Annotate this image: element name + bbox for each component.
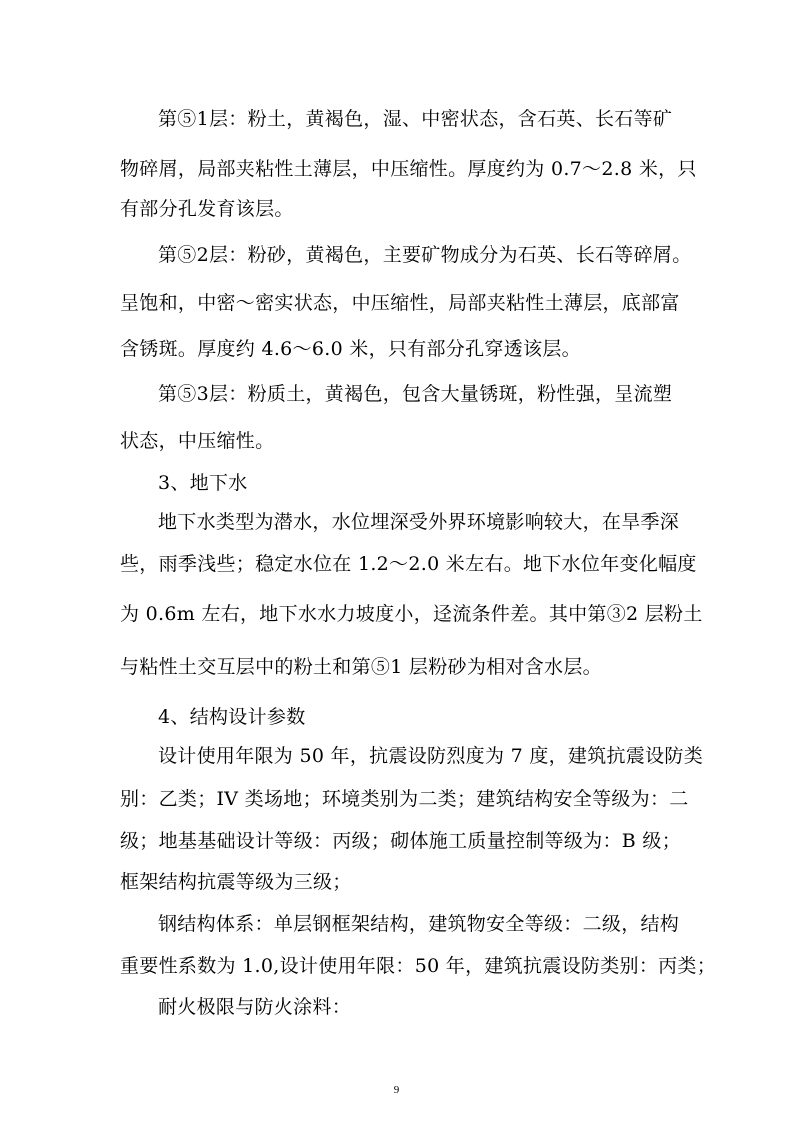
paragraph-line: 设计使用年限为 50 年，抗震设防烈度为 7 度，建筑抗震设防类 — [158, 745, 704, 767]
paragraph-line: 第⑤2层：粉砂，黄褐色，主要矿物成分为石英、长石等碎屑。 — [158, 244, 692, 266]
paragraph-line: 地下水类型为潜水，水位埋深受外界环境影响较大，在旱季深 — [158, 511, 680, 533]
paragraph-line: 别：乙类；IV 类场地；环境类别为二类；建筑结构安全等级为：二 — [120, 788, 689, 810]
paragraph-line: 些，雨季浅些；稳定水位在 1.2～2.0 米左右。地下水位年变化幅度 — [120, 553, 697, 575]
paragraph-line: 钢结构体系：单层钢框架结构，建筑物安全等级：二级，结构 — [158, 913, 680, 935]
section-heading: 3、地下水 — [158, 472, 248, 494]
paragraph-line: 状态，中压缩性。 — [120, 430, 275, 452]
paragraph-line: 为 0.6m 左右，地下水水力坡度小，迳流条件差。其中第③2 层粉土 — [120, 603, 703, 625]
paragraph-line: 含锈斑。厚度约 4.6～6.0 米，只有部分孔穿透该层。 — [120, 338, 581, 360]
paragraph-line: 第⑤1层：粉土，黄褐色，湿、中密状态，含石英、长石等矿 — [158, 108, 673, 130]
paragraph-line: 级；地基基础设计等级：丙级；砌体施工质量控制等级为：B 级； — [120, 830, 682, 852]
paragraph-line: 物碎屑，局部夹粘性土薄层，中压缩性。厚度约为 0.7～2.8 米，只 — [120, 158, 697, 180]
paragraph-line: 重要性系数为 1.0,设计使用年限：50 年，建筑抗震设防类别：丙类； — [120, 955, 717, 977]
paragraph-line: 耐火极限与防火涂料： — [158, 996, 352, 1018]
paragraph-line: 呈饱和，中密～密实状态，中压缩性，局部夹粘性土薄层，底部富 — [120, 292, 680, 314]
paragraph-line: 有部分孔发育该层。 — [120, 198, 294, 220]
paragraph-line: 框架结构抗震等级为三级； — [120, 871, 352, 893]
paragraph-line: 第⑤3层：粉质土，黄褐色，包含大量锈斑，粉性强，呈流塑 — [158, 383, 673, 405]
page-number: 9 — [393, 1084, 400, 1096]
section-heading: 4、结构设计参数 — [158, 706, 306, 728]
paragraph-line: 与粘性土交互层中的粉土和第⑤1 层粉砂为相对含水层。 — [120, 656, 602, 678]
